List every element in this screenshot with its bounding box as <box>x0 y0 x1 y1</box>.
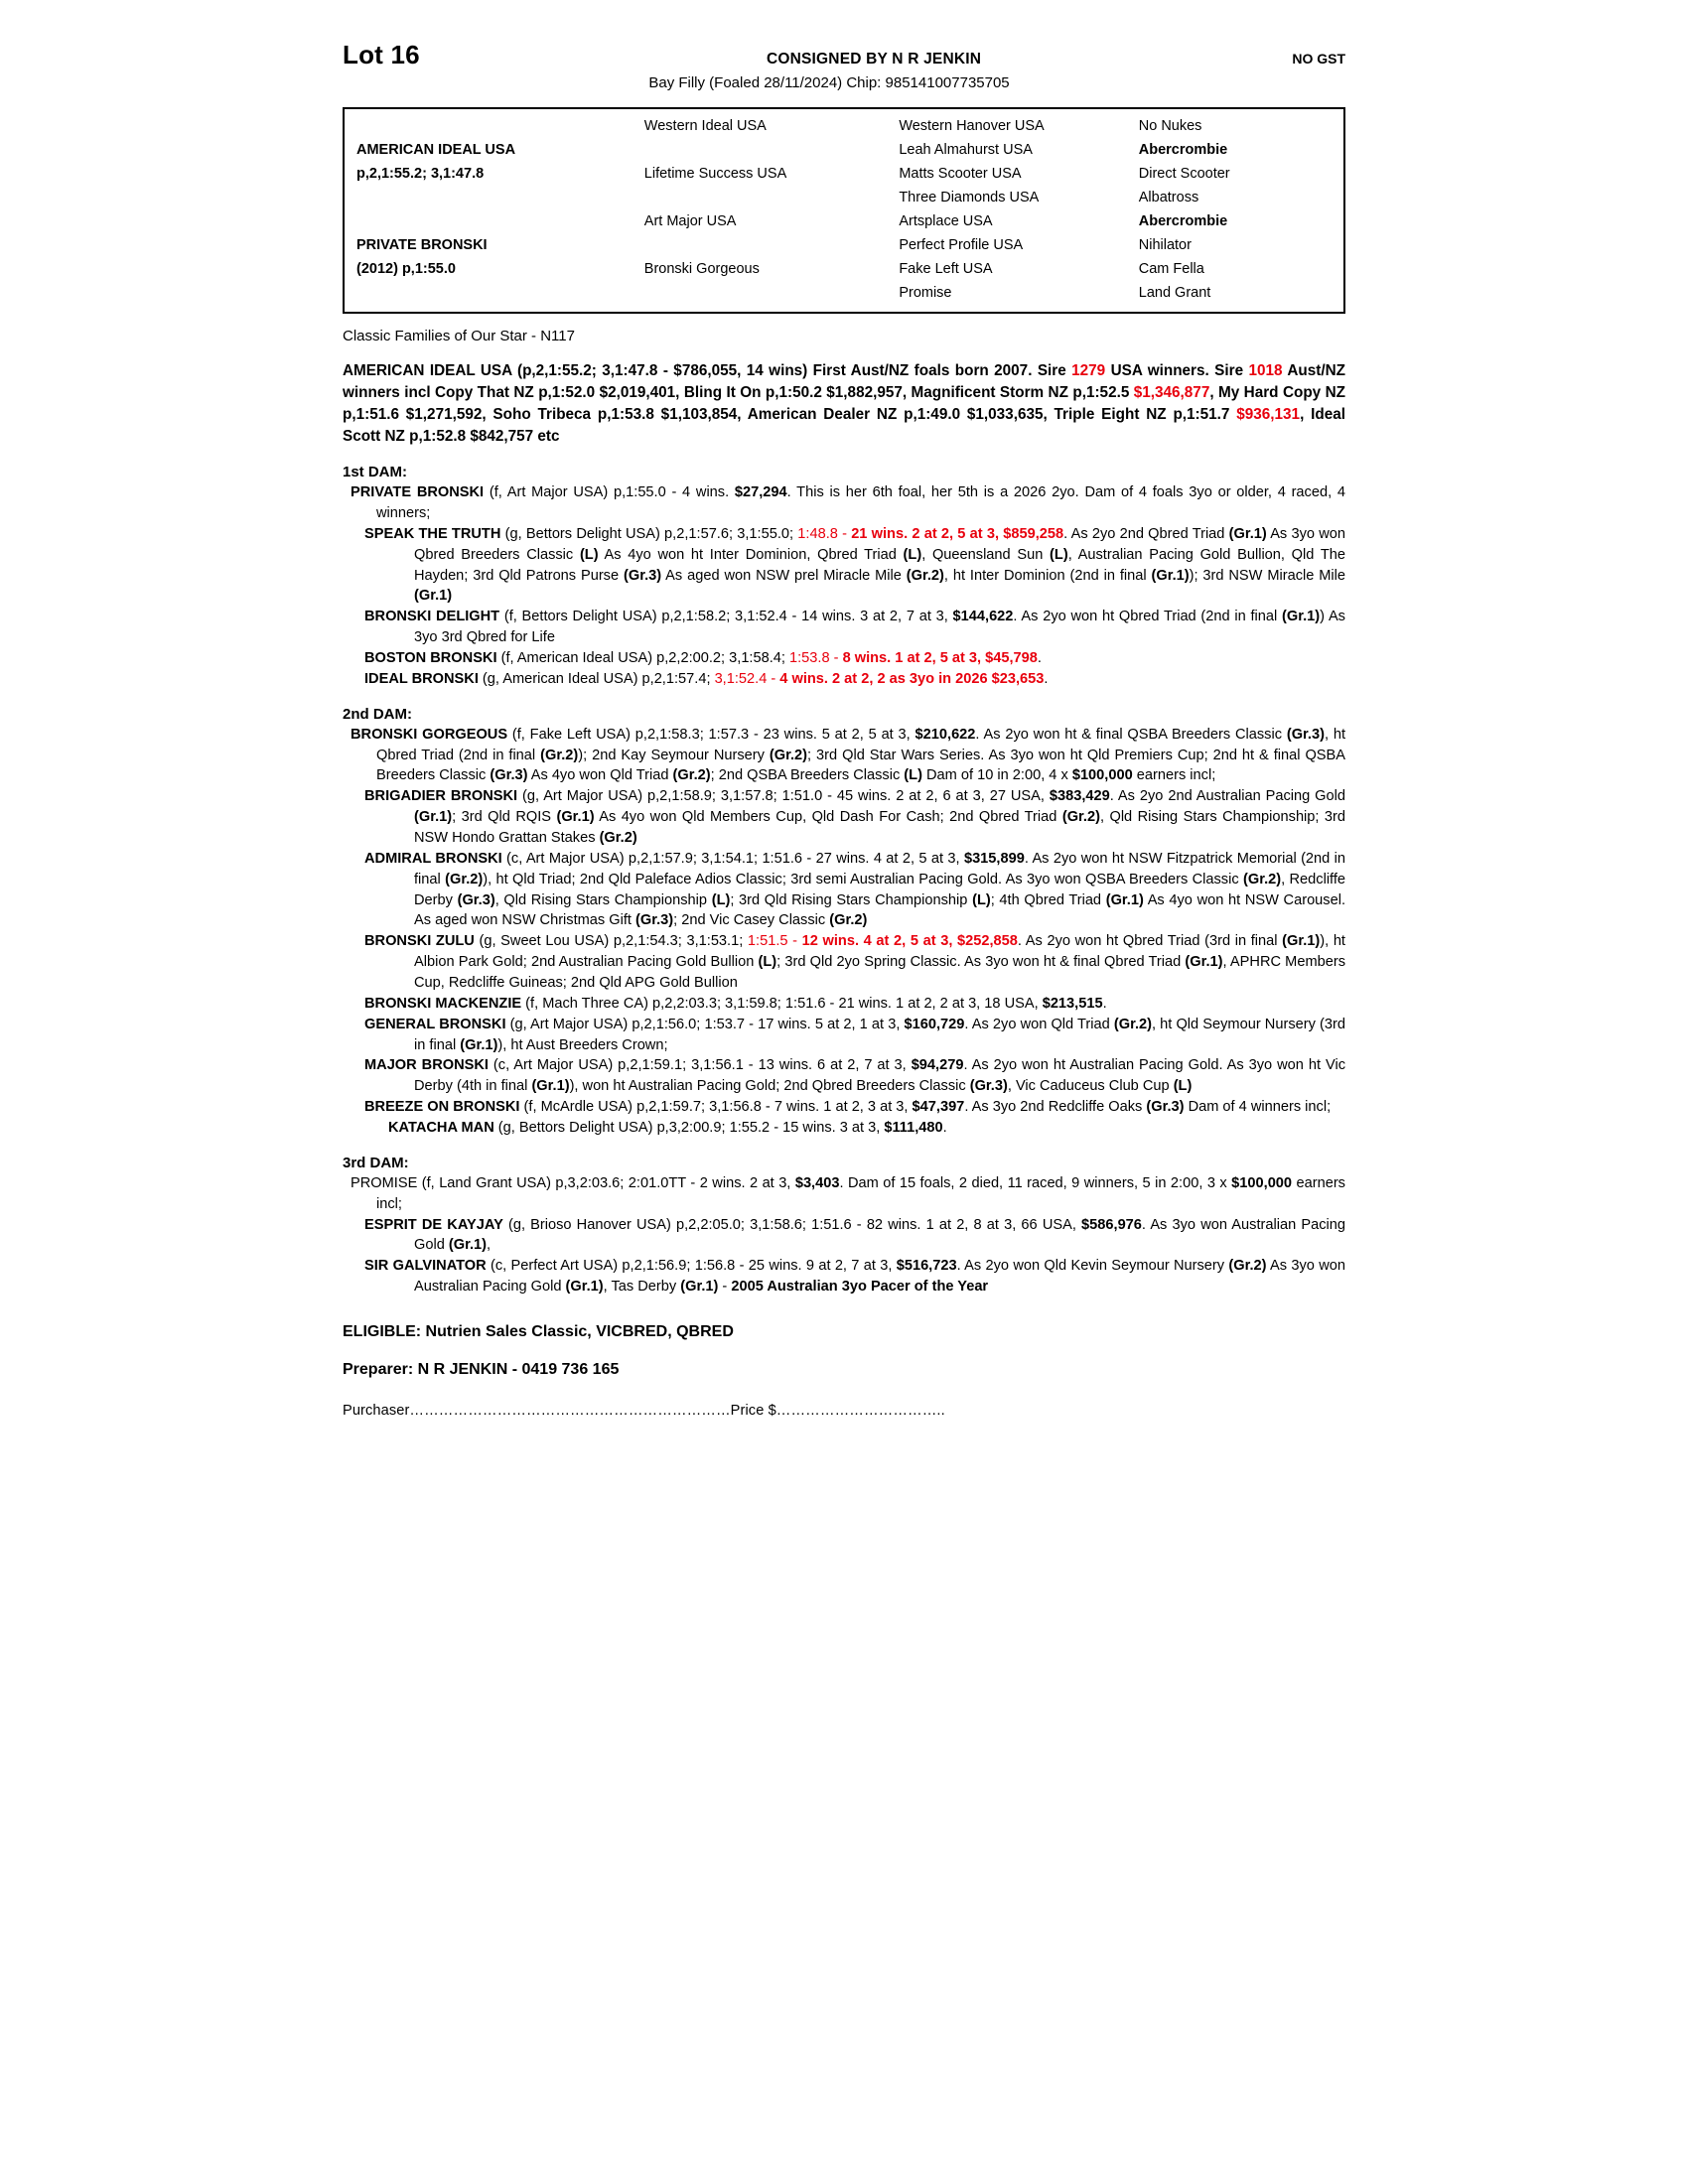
list-item <box>343 669 1345 690</box>
first-dam-detail: (f, Art Major USA) p,1:55.0 - 4 wins. $27,294. This is her 6th foal, her 5th is a 2026 2yo. Dam of 4 foals 3yo or older, 4 raced, 4 winners; <box>376 484 1345 521</box>
sire-ggp4: Albatross <box>1138 190 1199 205</box>
list-item <box>343 1055 1345 1097</box>
pedigree-col-great-grandparents <box>899 115 1138 306</box>
progeny-dash: - <box>829 649 843 666</box>
dam-ggp4: Land Grant <box>1138 285 1211 301</box>
list-item <box>343 1215 1345 1257</box>
first-dam-heading: 1st DAM: <box>343 464 408 481</box>
sire-para-part1: AMERICAN IDEAL USA (p,2,1:55.2; 3,1:47.8 - $786,055, 14 wins) First Aust/NZ foals born 2007. Sire <box>343 362 1072 379</box>
sire-para-part5: , Ideal Scott NZ p,1:52.8 $842,757 etc <box>343 406 1345 446</box>
list-item <box>343 849 1345 931</box>
progeny-mark: 3,1:52.4 <box>714 670 768 687</box>
eligibility-line: ELIGIBLE: Nutrien Sales Classic, VICBRED, QBRED <box>343 1323 734 1340</box>
list-item <box>343 1097 1345 1118</box>
grand-progeny-name: KATACHA MAN <box>388 1119 494 1136</box>
pedigree-col-grandparents <box>644 115 900 306</box>
progeny-detail-a: (g, American Ideal USA) p,2,1:57.4; <box>478 670 715 687</box>
progeny-wins-earnings: 4 wins. 2 at 2, 2 as 3yo in 2026 $23,653 <box>779 670 1045 687</box>
progeny-wins-earnings: 21 wins. 2 at 2, 5 at 3, $859,258 <box>851 525 1064 542</box>
dam-ggp2: Nihilator <box>1138 237 1192 253</box>
sire-anz-winners-count: 1018 <box>1248 362 1283 379</box>
grand-progeny-detail: (g, Bettors Delight USA) p,3,2:00.9; 1:55.2 - 15 wins. 3 at 3, $111,480. <box>493 1119 947 1136</box>
sire-ggp3: Direct Scooter <box>1138 166 1230 182</box>
list-item <box>343 1118 1345 1139</box>
progeny-detail-a: (g, Sweet Lou USA) p,2,1:54.3; 3,1:53.1; <box>474 933 748 950</box>
progeny-detail-tail: . <box>1044 670 1049 687</box>
third-dam-entry <box>343 1173 1345 1215</box>
progeny-name: BRONSKI MACKENZIE <box>364 995 522 1012</box>
list-item <box>343 931 1345 994</box>
sire-gp4: Three Diamonds USA <box>899 190 1040 205</box>
sire-record: p,2,1:55.2; 3,1:47.8 <box>356 166 485 182</box>
progeny-name: BRONSKI DELIGHT <box>364 609 500 625</box>
horse-description: Bay Filly (Foaled 28/11/2024) Chip: 985141007735705 <box>648 74 1010 91</box>
progeny-detail-a: (c, Art Major USA) p,2,1:59.1; 3,1:56.1 - 13 wins. 6 at 2, 7 at 3, $94,279. As 2yo won ht Australian Pacing Gold. As 3yo won ht Vic Derby (4th in final (Gr.1)), won ht Australian Pacing Gold; 2nd Qbred Breeders Classic (Gr.3), Vic Caduceus Club Cup (L) <box>414 1057 1345 1095</box>
dam-ggp3: Cam Fella <box>1138 261 1204 277</box>
dam-gp4: Promise <box>899 285 952 301</box>
progeny-wins-earnings: 12 wins. 4 at 2, 5 at 3, $252,858 <box>801 933 1018 950</box>
list-item <box>343 607 1345 648</box>
progeny-detail-a: (g, Bettors Delight USA) p,2,1:57.6; 3,1:55.0; <box>500 525 798 542</box>
progeny-name: GENERAL BRONSKI <box>364 1016 506 1032</box>
dam-sire: Art Major USA <box>643 213 737 229</box>
gst-status: NO GST <box>1292 51 1345 67</box>
consignor-label: CONSIGNED BY N R JENKIN <box>766 51 982 68</box>
dam-record: (2012) p,1:55.0 <box>356 261 456 277</box>
family-line: Classic Families of Our Star - N117 <box>343 328 575 344</box>
progeny-dash: - <box>787 933 802 950</box>
first-dam-entry <box>343 482 1345 524</box>
list-item <box>343 786 1345 849</box>
page-header <box>343 40 1345 70</box>
progeny-detail-a: (g, Art Major USA) p,2,1:56.0; 1:53.7 - 17 wins. 5 at 2, 1 at 3, $160,729. As 2yo won Qld Triad (Gr.2), ht Qld Seymour Nursery (3rd in final (Gr.1)), ht Aust Breeders Crown; <box>414 1016 1345 1053</box>
list-item <box>343 994 1345 1015</box>
list-item <box>343 1256 1345 1297</box>
second-dam-entry <box>343 725 1345 787</box>
progeny-detail-tail: . As 2yo 2nd Qbred Triad (Gr.1) As 3yo won Qbred Breeders Classic (L) As 4yo won ht Inter Dominion, Qbred Triad (L), Queensland Sun (L), Australian Pacing Gold Bullion, Qld The Hayden; 3rd Qld Patrons Purse (Gr.3) As aged won NSW prel Miracle Mile (Gr.2), ht Inter Dominion (2nd in final (Gr.1)); 3rd NSW Miracle Mile (Gr.1) <box>414 525 1345 605</box>
second-dam-detail: (f, Fake Left USA) p,2,1:58.3; 1:57.3 - 23 wins. 5 at 2, 5 at 3, $210,622. As 2yo won ht & final QSBA Breeders Classic (Gr.3), ht Qbred Triad (2nd in final (Gr.2)); 2nd Kay Seymour Nursery (Gr.2); 3rd Qld Star Wars Series. As 3yo won ht Qld Premiers Cup; 2nd ht & final QSBA Breeders Classic (Gr.3) As 4yo won Qld Triad (Gr.2); 2nd QSBA Breeders Classic (L) Dam of 10 in 2:00, 4 x $100,000 earners incl; <box>376 726 1346 784</box>
progeny-detail-a: (g, Art Major USA) p,2,1:58.9; 3,1:57.8; 1:51.0 - 45 wins. 2 at 2, 6 at 3, 27 USA, $383,429. As 2yo 2nd Australian Pacing Gold (Gr.1); 3rd Qld RQIS (Gr.1) As 4yo won Qld Members Cup, Qld Dash For Cash; 2nd Qbred Triad (Gr.2), Qld Rising Stars Championship; 3rd NSW Hondo Grattan Stakes (Gr.2) <box>414 788 1346 846</box>
pedigree-col-parents <box>345 115 644 306</box>
progeny-dash: - <box>837 525 852 542</box>
sire-earnings-highlight-2: $936,131 <box>1236 406 1301 424</box>
pedigree-col-fourth-gen <box>1139 115 1343 306</box>
progeny-name: SPEAK THE TRUTH <box>364 525 501 542</box>
purchaser-price-line: Purchaser…………………………………………………………Price $…………………………….. <box>343 1403 945 1419</box>
progeny-name: BOSTON BRONSKI <box>364 649 497 666</box>
progeny-name: SIR GALVINATOR <box>364 1258 487 1275</box>
pedigree-table <box>343 107 1345 314</box>
progeny-detail-a: (f, Mach Three CA) p,2,2:03.3; 3,1:59.8; 1:51.6 - 21 wins. 1 at 2, 2 at 3, 18 USA, $213,515. <box>521 995 1107 1012</box>
dam-gp3: Fake Left USA <box>899 261 993 277</box>
progeny-wins-earnings: 8 wins. 1 at 2, 5 at 3, $45,798 <box>842 649 1038 666</box>
second-dam-heading: 2nd DAM: <box>343 705 412 723</box>
progeny-detail-a: (f, McArdle USA) p,2,1:59.7; 3,1:56.8 - 7 wins. 1 at 2, 3 at 3, $47,397. As 3yo 2nd Redcliffe Oaks (Gr.3) Dam of 4 winners incl; <box>519 1099 1332 1116</box>
sire-para-part3: Aust/NZ winners incl Copy That NZ p,1:52.0 $2,019,401, Bling It On p,1:50.2 $1,882,957, Magnificent Storm NZ p,1:52.5 <box>343 362 1345 402</box>
dam-gp1: Artsplace USA <box>899 213 993 229</box>
progeny-mark: 1:51.5 <box>747 933 788 950</box>
progeny-detail-a: (g, Brioso Hanover USA) p,2,2:05.0; 3,1:58.6; 1:51.6 - 82 wins. 1 at 2, 8 at 3, 66 USA, $586,976. As 3yo won Australian Pacing Gold (Gr.1), <box>414 1216 1345 1254</box>
sire-paragraph <box>343 360 1345 448</box>
sire-ggp2: Abercrombie <box>1138 142 1228 158</box>
sire-gp2: Leah Almahurst USA <box>899 142 1033 158</box>
progeny-detail-tail: . <box>1037 649 1042 666</box>
progeny-mark: 1:48.8 <box>797 525 838 542</box>
progeny-detail-a: (f, Bettors Delight USA) p,2,1:58.2; 3,1:52.4 - 14 wins. 3 at 2, 7 at 3, $144,622. As 2yo won ht Qbred Triad (2nd in final (Gr.1)) As 3yo 3rd Qbred for Life <box>414 609 1345 646</box>
sire-usa-winners-count: 1279 <box>1071 362 1106 379</box>
sire-dam: Lifetime Success USA <box>643 166 787 182</box>
sire-name: AMERICAN IDEAL USA <box>356 142 516 158</box>
third-dam-name: PROMISE <box>351 1174 418 1191</box>
preparer-line: Preparer: N R JENKIN - 0419 736 165 <box>343 1361 620 1378</box>
progeny-name: ESPRIT DE KAYJAY <box>364 1216 503 1233</box>
page-content <box>343 40 1345 1419</box>
second-dam-name: BRONSKI GORGEOUS <box>351 726 508 743</box>
progeny-name: BRONSKI ZULU <box>364 933 475 950</box>
third-dam-detail: (f, Land Grant USA) p,3,2:03.6; 2:01.0TT - 2 wins. 2 at 3, $3,403. Dam of 15 foals, 2 died, 11 raced, 9 winners, 5 in 2:00, 3 x $100,000 earners incl; <box>376 1174 1345 1212</box>
dam-dam: Bronski Gorgeous <box>643 261 760 277</box>
sire-gp3: Matts Scooter USA <box>899 166 1022 182</box>
sire-para-part4: , My Hard Copy NZ p,1:51.6 $1,271,592, Soho Tribeca p,1:53.8 $1,103,854, American Dealer NZ p,1:49.0 $1,033,635, Triple Eight NZ p,1:51.7 <box>343 384 1346 424</box>
sire-para-part2: USA winners. Sire <box>1105 362 1249 379</box>
dam-gp2: Perfect Profile USA <box>899 237 1024 253</box>
lot-number: Lot 16 <box>343 40 420 69</box>
list-item <box>343 648 1345 669</box>
dam-name: PRIVATE BRONSKI <box>356 237 488 253</box>
sire-gp1: Western Hanover USA <box>899 118 1045 134</box>
list-item <box>343 524 1345 607</box>
first-dam-name: PRIVATE BRONSKI <box>351 484 485 501</box>
third-dam-heading: 3rd DAM: <box>343 1154 409 1171</box>
progeny-mark: 1:53.8 <box>789 649 830 666</box>
progeny-detail-a: (c, Perfect Art USA) p,2,1:56.9; 1:56.8 - 25 wins. 9 at 2, 7 at 3, $516,723. As 2yo won Qld Kevin Seymour Nursery (Gr.2) As 3yo won Australian Pacing Gold (Gr.1), Tas Derby (Gr.1) - 2005 Australian 3yo Pacer of the Year <box>414 1258 1346 1296</box>
progeny-detail-a: (f, American Ideal USA) p,2,2:00.2; 3,1:58.4; <box>496 649 789 666</box>
progeny-name: ADMIRAL BRONSKI <box>364 850 502 867</box>
progeny-name: IDEAL BRONSKI <box>364 670 479 687</box>
progeny-name: BRIGADIER BRONSKI <box>364 788 518 805</box>
progeny-detail-a: (c, Art Major USA) p,2,1:57.9; 3,1:54.1; 1:51.6 - 27 wins. 4 at 2, 5 at 3, $315,899. As 2yo won ht NSW Fitzpatrick Memorial (2nd in final (Gr.2)), ht Qld Triad; 2nd Qld Paleface Adios Classic; 3rd semi Australian Pacing Gold. As 3yo won QSBA Breeders Classic (Gr.2), Redcliffe Derby (Gr.3), Qld Rising Stars Championship (L); 3rd Qld Rising Stars Championship (L); 4th Qbred Triad (Gr.1) As 4yo won ht NSW Carousel. As aged won NSW Christmas Gift (Gr.3); 2nd Vic Casey Classic (Gr.2) <box>414 850 1346 929</box>
dam-ggp1: Abercrombie <box>1138 213 1228 229</box>
list-item <box>343 1015 1345 1056</box>
progeny-detail-tail: . As 2yo won ht Qbred Triad (3rd in final (Gr.1)), ht Albion Park Gold; 2nd Australian Pacing Gold Bullion (L); 3rd Qld 2yo Spring Classic. As 3yo won ht & final Qbred Triad (Gr.1), APHRC Members Cup, Redcliffe Guineas; 2nd Qld APG Gold Bullion <box>414 933 1346 991</box>
sire-ggp1: No Nukes <box>1138 118 1202 134</box>
progeny-dash: - <box>767 670 780 687</box>
sire-earnings-highlight-1: $1,346,877 <box>1133 384 1210 402</box>
progeny-name: MAJOR BRONSKI <box>364 1057 489 1074</box>
sire-sire: Western Ideal USA <box>643 118 767 134</box>
progeny-name: BREEZE ON BRONSKI <box>364 1099 520 1116</box>
